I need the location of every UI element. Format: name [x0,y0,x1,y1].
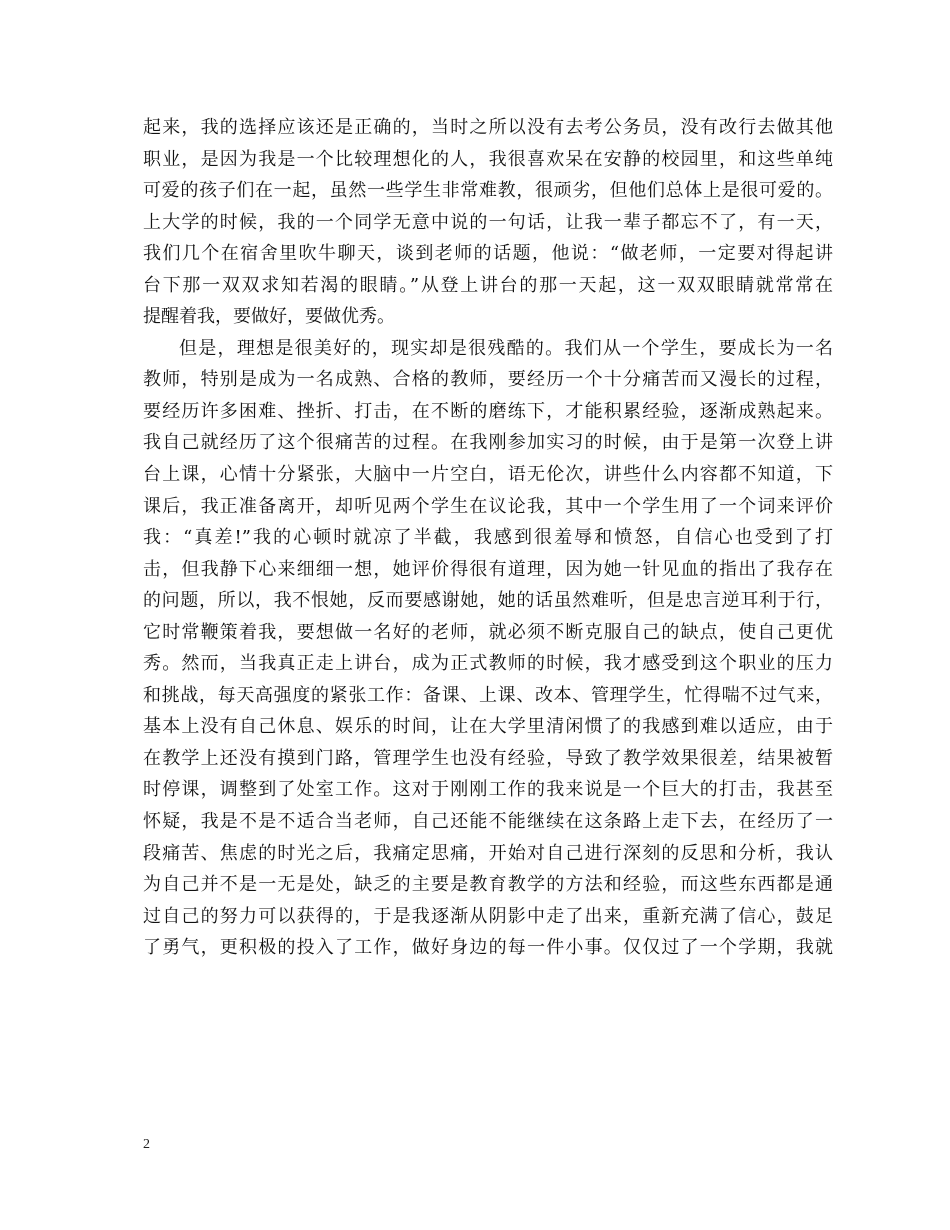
text-line: 要经历许多困难、挫折、打击，在不断的磨练下，才能积累经验，逐渐成熟起来。 [143,400,833,422]
text-line: 我们几个在宿舍里吹牛聊天，谈到老师的话题，他说：“做老师，一定要对得起讲 [143,243,833,265]
text-line: 可爱的孩子们在一起，虽然一些学生非常难教，很顽劣，但他们总体上是很可爱的。 [143,180,833,202]
text-line: 为自己并不是一无是处，缺乏的主要是教育教学的方法和经验，而这些东西都是通 [143,874,833,896]
text-line: 秀。然而，当我真正走上讲台，成为正式教师的时候，我才感受到这个职业的压力 [143,653,833,675]
text-line: 台上课，心情十分紧张，大脑中一片空白，语无伦次，讲些什么内容都不知道，下 [143,464,833,486]
text-line: 过自己的努力可以获得的，于是我逐渐从阴影中走了出来，重新充满了信心，鼓足 [143,905,833,927]
text-line: 我自己就经历了这个很痛苦的过程。在我刚参加实习的时候，由于是第一次登上讲 [143,432,833,454]
text-line: 怀疑，我是不是不适合当老师，自己还能不能继续在这条路上走下去，在经历了一 [143,811,833,833]
text-line: 我：“真差!”我的心顿时就凉了半截，我感到很羞辱和愤怒，自信心也受到了打 [143,527,833,549]
text-line: 在教学上还没有摸到门路，管理学生也没有经验，导致了教学效果很差，结果被暂 [143,747,833,769]
text-line: 起来，我的选择应该还是正确的，当时之所以没有去考公务员，没有改行去做其他 [143,117,833,138]
text-line: 它时常鞭策着我，要想做一名好的老师，就必须不断克服自己的缺点，使自己更优 [143,621,833,643]
page-number: 2 [143,1137,150,1152]
text-line: 的问题，所以，我不恨她，反而要感谢她，她的话虽然难听，但是忠言逆耳利于行， [143,590,833,612]
text-line: 课后，我正准备离开，却听见两个学生在议论我，其中一个学生用了一个词来评价 [143,495,833,517]
text-line: 教师，特别是成为一名成熟、合格的教师，要经历一个十分痛苦而又漫长的过程， [143,369,833,391]
text-line: 击，但我静下心来细细一想，她评价得很有道理，因为她一针见血的指出了我存在 [143,558,833,580]
text-line: 台下那一双双求知若渴的眼睛。”从登上讲台的那一天起，这一双双眼睛就常常在 [143,274,833,296]
text-line: 上大学的时候，我的一个同学无意中说的一句话，让我一辈子都忘不了，有一天， [143,211,833,233]
text-line: 职业，是因为我是一个比较理想化的人，我很喜欢呆在安静的校园里，和这些单纯 [143,148,833,170]
text-line: 和挑战，每天高强度的紧张工作：备课、上课、改本、管理学生，忙得喘不过气来， [143,684,833,706]
text-line: 了勇气，更积极的投入了工作，做好身边的每一件小事。仅仅过了一个学期，我就 [143,937,833,959]
text-line: 提醒着我，要做好，要做优秀。 [143,306,395,328]
text-line: 时停课，调整到了处室工作。这对于刚刚工作的我来说是一个巨大的打击，我甚至 [143,779,833,801]
body-text [143,112,833,964]
paragraph-first-line: 但是，理想是很美好的，现实却是很残酷的。我们从一个学生，要成长为一名 [179,337,833,359]
text-line: 段痛苦、焦虑的时光之后，我痛定思痛，开始对自己进行深刻的反思和分析，我认 [143,842,833,864]
text-line: 基本上没有自己休息、娱乐的时间，让在大学里清闲惯了的我感到难以适应，由于 [143,716,833,738]
